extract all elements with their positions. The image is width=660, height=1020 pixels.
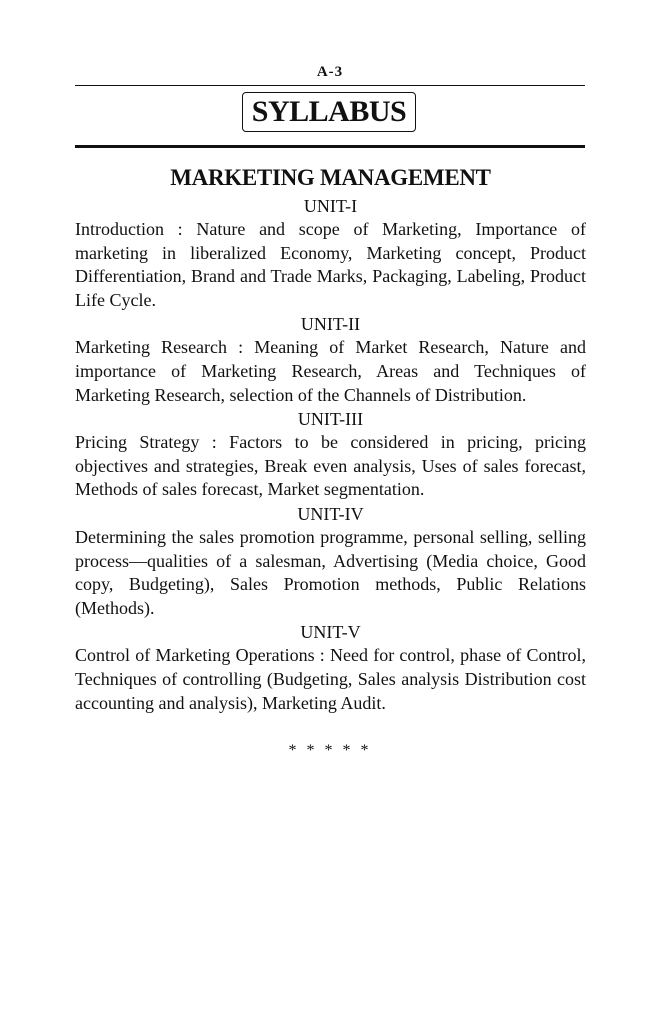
unit-heading: UNIT-IV [297,503,364,524]
end-of-section-mark: * * * * * [288,742,372,759]
unit-body: Marketing Research : Meaning of Market Research, Nature and importance of Marketing Research, Areas and Techniques of Marketing Research, selection of the Channels of Distribution. [75,337,586,405]
subject-title: MARKETING MANAGEMENT [170,165,491,190]
unit-heading: UNIT-III [297,409,364,430]
syllabus-title-box: SYLLABUS [242,92,416,132]
syllabus-content [75,162,586,715]
header-divider [75,85,585,86]
page-number: A-3 [316,64,344,80]
unit-body: Pricing Strategy : Factors to be considered in pricing, pricing objectives and strategies, Break even analysis, Uses of sales forecast, Methods of sales forecast, Market segmentation. [75,432,586,500]
unit-body: Control of Marketing Operations : Need for control, phase of Control, Techniques of controlling (Budgeting, Sales analysis Distribution cost accounting and analysis), Marketing Audit. [75,645,586,713]
title-divider [75,145,585,148]
unit-heading: UNIT-I [303,196,358,216]
unit-body: Introduction : Nature and scope of Marketing, Importance of marketing in liberalized Economy, Marketing concept, Product Differentiation, Brand and Trade Marks, Packaging, Labeling, Product Life Cycle. [75,219,586,310]
unit-heading: UNIT-V [300,622,361,643]
unit-heading: UNIT-II [300,314,361,335]
unit-body: Determining the sales promotion programme, personal selling, selling process—qualities of a salesman, Advertising (Media choice, Good copy, Budgeting), Sales Promotion methods, Public Relations (Methods). [75,526,586,618]
